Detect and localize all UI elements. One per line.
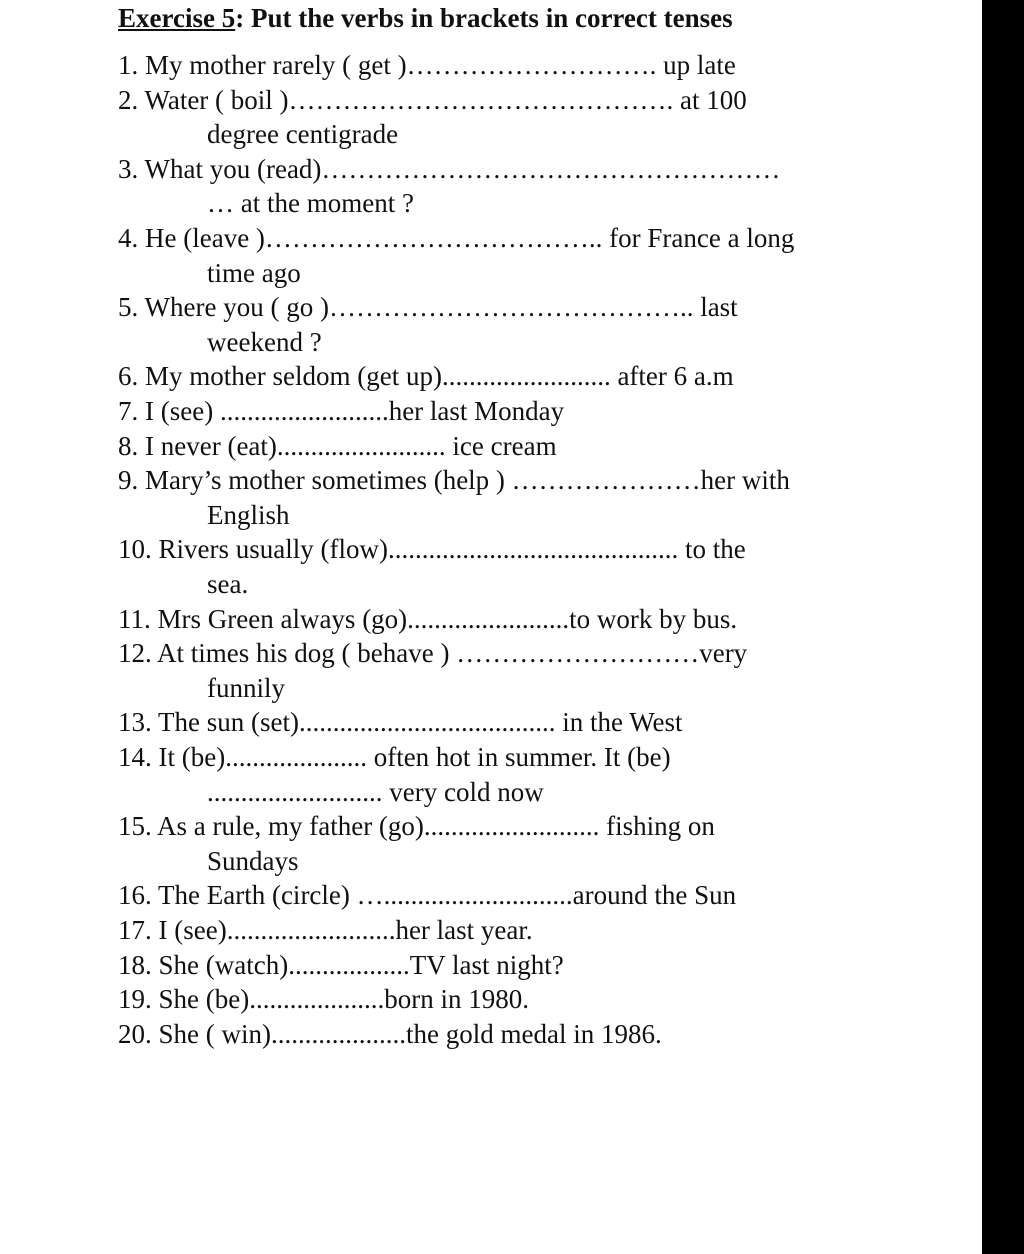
item-continuation: English (207, 499, 290, 530)
item-number: 2. (118, 84, 139, 115)
exercise-item (118, 742, 671, 773)
item-text: What you (read)…………………………………………… (144, 153, 781, 184)
item-text: Mrs Green always (go)........................to work by bus. (157, 603, 738, 634)
item-number: 20. (118, 1018, 152, 1049)
exercise-item (118, 85, 747, 116)
item-continuation: degree centigrade (207, 119, 399, 150)
item-text: I never (eat)......................... ice cream (145, 430, 557, 461)
item-number: 12. (118, 638, 152, 669)
item-continuation: … at the moment ? (207, 188, 414, 219)
item-text: She (watch)..................TV last night? (158, 949, 564, 980)
item-continuation: funnily (207, 672, 285, 703)
item-number: 14. (118, 742, 152, 772)
item-text: It (be)..................... often hot in summer. It (be) (158, 742, 671, 772)
exercise-item (118, 984, 529, 1015)
item-number: 3. (118, 153, 139, 184)
exercise-item (118, 604, 737, 635)
item-number: 8. (118, 430, 139, 461)
item-text: Rivers usually (flow)........................................... to the (158, 534, 746, 565)
exercise-item (118, 638, 747, 669)
item-text: My mother seldom (get up)......................... after 6 a.m (145, 361, 734, 392)
item-text: He (leave )……………………………….. for France a long (145, 223, 795, 253)
item-number: 9. (118, 465, 139, 496)
item-text: Water ( boil )……………………………………. at 100 (144, 84, 747, 115)
exercise-item (118, 950, 564, 981)
item-number: 5. (118, 292, 139, 323)
exercise-number: Exercise 5 (118, 3, 236, 33)
item-number: 6. (118, 361, 139, 392)
exercise-item (118, 534, 746, 565)
item-text: I (see) .........................her last Monday (145, 396, 565, 426)
exercise-item (118, 292, 738, 323)
item-number: 4. (118, 223, 139, 253)
item-number: 10. (118, 534, 152, 565)
item-number: 1. (118, 50, 139, 80)
exercise-item (118, 915, 533, 946)
item-continuation: time ago (207, 257, 301, 288)
item-text: I (see).........................her last year. (158, 915, 533, 945)
item-continuation: weekend ? (207, 326, 322, 357)
exercise-item (118, 811, 715, 842)
exercise-item (118, 223, 794, 254)
exercise-item (118, 707, 683, 738)
exercise-item (118, 361, 734, 392)
item-text: She (be)....................born in 1980. (158, 984, 529, 1015)
item-text: Where you ( go )………………………………….. last (144, 292, 738, 323)
item-number: 18. (118, 949, 152, 980)
item-text: As a rule, my father (go).......................... fishing on (157, 811, 715, 842)
item-number: 16. (118, 880, 152, 911)
exercise-item (118, 1019, 662, 1050)
item-text: She ( win)....................the gold medal in 1986. (158, 1018, 662, 1049)
item-text: Mary’s mother sometimes (help ) …………………her with (145, 465, 790, 496)
exercise-item (118, 154, 780, 185)
item-text: The Earth (circle) …............................around the Sun (158, 880, 737, 911)
item-number: 19. (118, 984, 152, 1015)
exercise-instruction: : Put the verbs in brackets in correct tenses (235, 3, 733, 33)
item-continuation: .......................... very cold now (207, 776, 544, 807)
item-number: 17. (118, 915, 152, 945)
scan-edge-bar (982, 0, 1024, 1254)
item-continuation: sea. (207, 569, 249, 599)
exercise-item (118, 880, 736, 911)
item-text: At times his dog ( behave ) ………………………very (157, 638, 748, 669)
exercise-title (118, 3, 733, 34)
exercise-item (118, 396, 564, 427)
item-number: 13. (118, 707, 152, 738)
item-text: My mother rarely ( get )………………………. up late (145, 50, 736, 80)
exercise-item (118, 431, 557, 462)
item-text: The sun (set)...................................... in the West (158, 707, 683, 738)
exercise-item (118, 50, 736, 81)
item-number: 15. (118, 811, 152, 842)
exercise-item (118, 465, 790, 496)
item-number: 11. (118, 603, 151, 634)
item-continuation: Sundays (207, 845, 299, 876)
item-number: 7. (118, 396, 139, 426)
